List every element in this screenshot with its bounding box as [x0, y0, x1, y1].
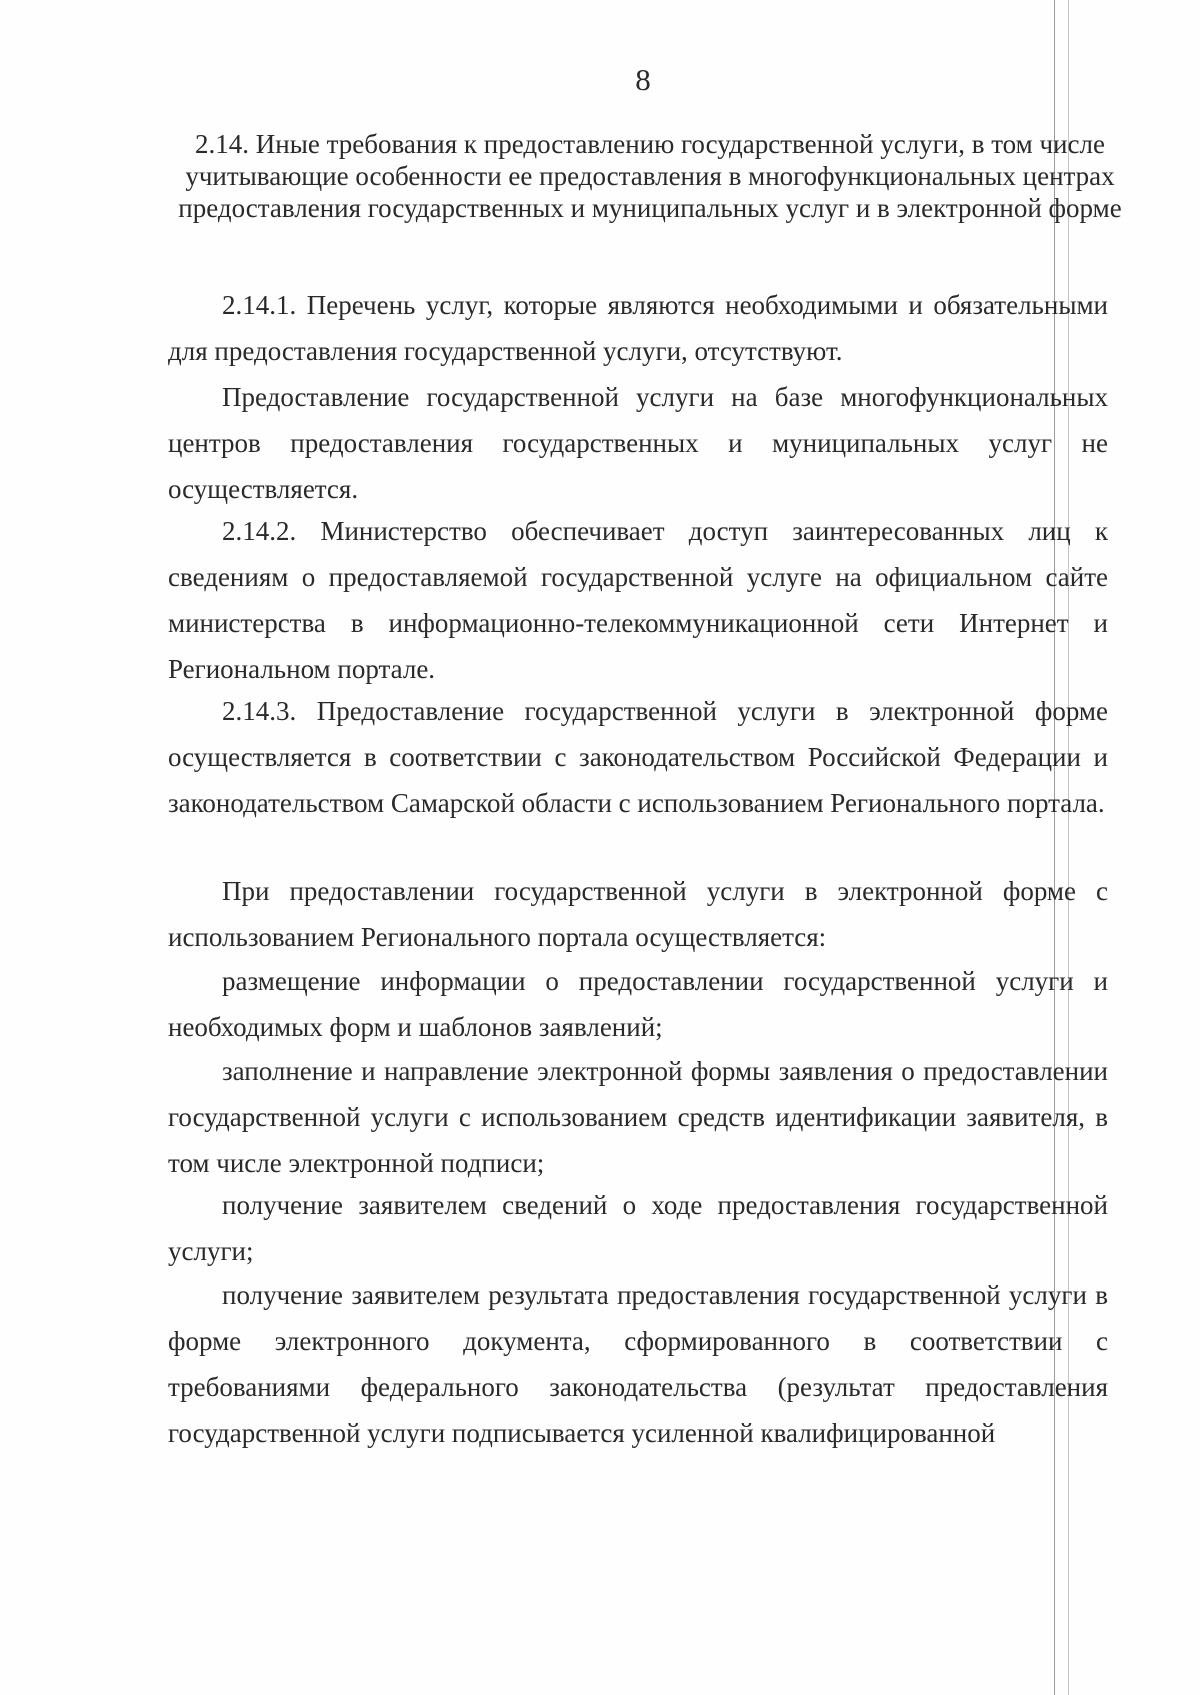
paragraph-2-14-3: 2.14.3. Предоставление государственной услуги в электронной форме осуществляется в соответствии с законодательством Российской Федерации и законодательством Самарской области с использованием Регионального портала. — [168, 696, 1108, 818]
paragraph-electronic-form: При предоставлении государственной услуги в электронной форме с использованием Регионального портала осуществляется: — [168, 876, 1108, 952]
section-heading: 2.14. Иные требования к предоставлению государственной услуги, в том числе учитывающие особенности ее предоставления в многофункциональных центрах предоставления государственных и муниципальных услуг и в электронной форме — [178, 129, 1122, 223]
page-number: 8 — [635, 62, 651, 97]
paragraph-2-14-2: 2.14.2. Министерство обеспечивает доступ заинтересованных лиц к сведениям о предоставляемой государственной услуге на официальном сайте министерства в информационно-телекоммуникационной сети Интернет и Региональном портале. — [168, 516, 1108, 684]
paragraph-2-14-1: 2.14.1. Перечень услуг, которые являются необходимыми и обязательными для предоставления государственной услуги, отсутствуют. — [168, 290, 1108, 366]
list-item-form-filling: заполнение и направление электронной формы заявления о предоставлении государственной услуги с использованием средств идентификации заявителя, в том числе электронной подписи; — [168, 1056, 1108, 1178]
list-item-progress-info: получение заявителем сведений о ходе предоставления государственной услуги; — [168, 1190, 1108, 1266]
list-item-info-placement: размещение информации о предоставлении государственной услуги и необходимых форм и шаблонов заявлений; — [168, 966, 1108, 1042]
paragraph-mfc: Предоставление государственной услуги на базе многофункциональных центров предоставления государственных и муниципальных услуг не осуществляется. — [168, 382, 1108, 504]
list-item-result-receipt: получение заявителем результата предоставления государственной услуги в форме электронного документа, сформированного в соответствии с требованиями федерального законодательства (результат предоставления государственной услуги подписывается усиленной квалифицированной — [168, 1280, 1108, 1448]
